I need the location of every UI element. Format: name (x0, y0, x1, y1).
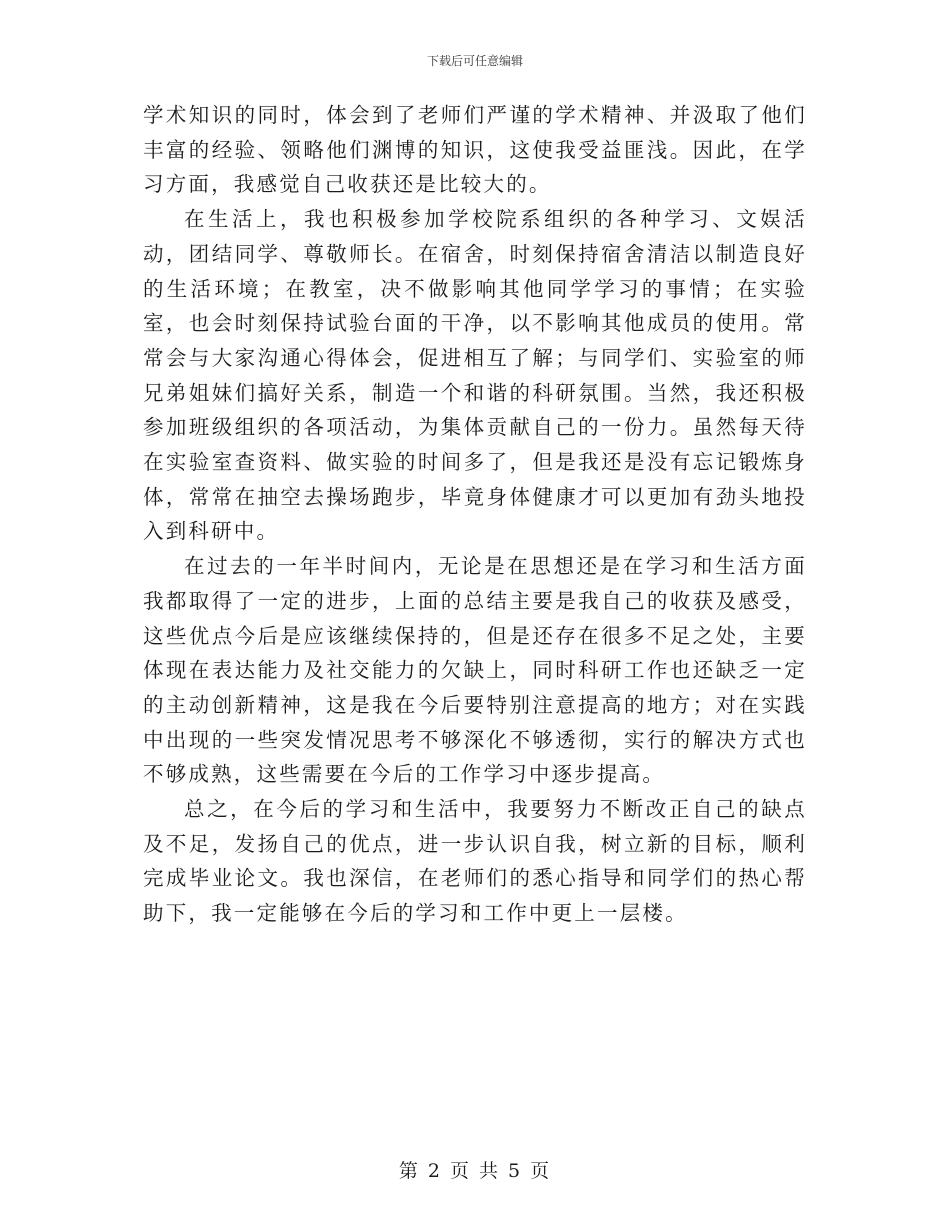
page-header: 下载后可任意编辑 (426, 54, 523, 68)
paragraph-life: 在生活上，我也积极参加学校院系组织的各种学习、文娱活动，团结同学、尊敬师长。在宿舍，时刻保持宿舍清洁以制造良好的生活环境；在教室，决不做影响其他同学学习的事情；在实验室，也会时刻保持试验台面的干净，以不影响其他成员的使用。常常会与大家沟通心得体会，促进相互了解；与同学们、实验室的师兄弟姐妹们搞好关系，制造一个和谐的科研氛围。当然，我还积极参加班级组织的各项活动，为集体贡献自己的一份力。虽然每天待在实验室查资料、做实验的时间多了，但是我还是没有忘记锻炼身体，常常在抽空去操场跑步，毕竟身体健康才可以更加有劲头地投入到科研中。 (143, 207, 807, 544)
paragraph-continuation: 学术知识的同时，体会到了老师们严谨的学术精神、并汲取了他们丰富的经验、领略他们渊博的知识，这使我受益匪浅。因此，在学习方面，我感觉自己收获还是比较大的。 (143, 103, 807, 197)
paragraph-conclusion: 总之，在今后的学习和生活中，我要努力不断改正自己的缺点及不足，发扬自己的优点，进一步认识自我，树立新的目标，顺利完成毕业论文。我也深信，在老师们的悉心指导和同学们的热心帮助下，我一定能够在今后的学习和工作中更上一层楼。 (143, 797, 807, 926)
paragraph-reflection: 在过去的一年半时间内，无论是在思想还是在学习和生活方面我都取得了一定的进步，上面的总结主要是我自己的收获及感受，这些优点今后是应该继续保持的，但是还存在很多不足之处，主要体现在表达能力及社交能力的欠缺上，同时科研工作也还缺乏一定的主动创新精神，这是我在今后要特别注意提高的地方；对在实践中出现的一些突发情况思考不够深化不够透彻，实行的解决方式也不够成熟，这些需要在今后的工作学习中逐步提高。 (143, 554, 807, 787)
document-body (143, 98, 807, 931)
page-number: 第 2 页 共 5 页 (398, 1160, 552, 1182)
